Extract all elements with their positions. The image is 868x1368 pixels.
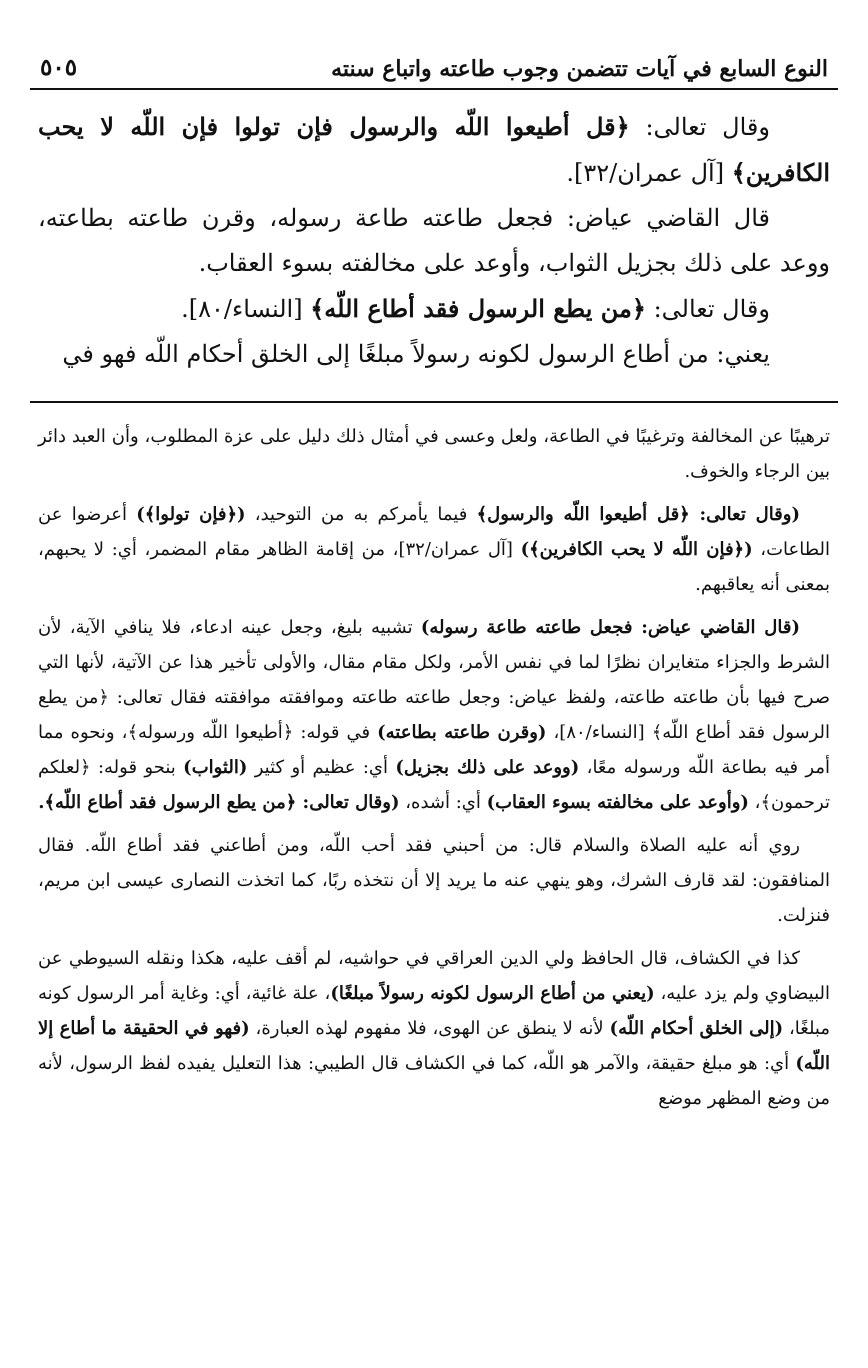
footnote-divider [30,401,838,403]
commentary-text: في قوله: ﴿أطيعوا اللّه ورسوله﴾، ونحوه مما أمر فيه بطاعة اللّه ورسوله معًا، [38,722,830,778]
commentary-paragraph-4: روي أنه عليه الصلاة والسلام قال: من أحبني فقد أحب اللّه، ومن أطاعني فقد أطاع اللّه. فقال المنافقون: لقد قارف الشرك، وهو ينهي عنه ما يريد إلا أن نتخذه ربًا، كما اتخذت النصارى عيسى ابن مريم، فنزلت. [38,835,830,926]
quoted-phrase: (وأوعد على مخالفته بسوء العقاب) [486,792,749,813]
main-paragraph-4: يعني: من أطاع الرسول لكونه رسولاً مبلغًا إلى الخلق أحكام اللّه فهو في [62,340,770,368]
quoted-phrase: (وقرن طاعته بطاعته) [377,722,547,743]
commentary-paragraph-3 [38,610,830,820]
verse-reference: [النساء/٨٠]. [181,295,311,323]
commentary-text: بنحو قوله: ﴿لعلكم ترحمون﴾، [38,757,830,813]
quoted-phrase: (إلى الخلق أحكام اللّه) [609,1018,784,1039]
quoted-phrase: (ووعد على ذلك بجزيل) [395,757,580,778]
main-text [30,104,838,377]
quoted-phrase: (قال القاضي عياض: فجعل طاعته طاعة رسوله) [420,617,800,638]
quran-verse: ﴿من يطع الرسول فقد أطاع اللّه﴾ [310,294,646,323]
quoted-phrase: (وقال تعالى: ﴿من يطع الرسول فقد أطاع اللّه﴾. [38,792,400,813]
main-paragraph-1 [38,104,830,196]
commentary-text: أي: أشده، [399,792,487,813]
main-paragraph-3 [38,286,830,332]
commentary-text: كذا في الكشاف، قال الحافظ ولي الدين العراقي في حواشيه، لم أقف عليه، هكذا ونقله السيوطي عن البيضاوي ولم يزد عليه، [38,948,830,1004]
commentary-text: [آل عمران/٣٢]، من إقامة الظاهر مقام المضمر، أي: لا يحبهم، بمعنى أنه يعاقبهم. [38,539,830,595]
quoted-phrase: (﴿فإن اللّه لا يحب الكافرين﴾) [520,539,753,560]
main-paragraph-2: قال القاضي عياض: فجعل طاعته طاعة رسوله، وقرن طاعته بطاعته، ووعد على ذلك بجزيل الثواب، وأوعد على مخالفته بسوء العقاب. [38,204,830,277]
commentary-paragraph-2 [38,497,830,602]
quoted-phrase: (الثواب) [183,757,248,778]
verse-reference: [آل عمران/٣٢]. [566,159,732,187]
verse-intro: وقال تعالى: [629,113,770,141]
commentary-text: تشبيه بليغ، وجعل عينه ادعاء، فلا ينافي الآية، لأن الشرط والجزاء متغايران نظرًا لما في نفس الأمر، ولكل مقام مقال، والأولى تأخير هذا عن الآتية، لأنها التي صرح فيها بأن طاعته طاعته، ولفظ عياض: وجعل طاعته طاعته وموافقته موافقته فقال تعالى: ﴿من يطع الرسول فقد أطاع اللّه﴾ [النساء/٨٠]، [38,617,830,743]
commentary [30,419,838,1116]
quoted-phrase: (﴿فإن تولوا﴾) [136,504,246,525]
commentary-text: فيما يأمركم به من التوحيد، [245,504,477,525]
quoted-phrase: (فهو في الحقيقة ما أطاع إلا اللّه) [38,1018,830,1074]
commentary-text: لأنه لا ينطق عن الهوى، فلا مفهوم لهذه العبارة، [249,1018,610,1039]
commentary-text: أعرضوا عن الطاعات، [38,504,830,560]
quran-verse: ﴿قل أطيعوا اللّه والرسول فإن تولوا فإن اللّه لا يحب الكافرين﴾ [38,112,830,187]
quoted-phrase: (يعني من أطاع الرسول لكونه رسولاً مبلغًا) [330,983,655,1004]
verse-intro: وقال تعالى: [645,295,770,323]
commentary-paragraph-1: ترهيبًا عن المخالفة وترغيبًا في الطاعة، ولعل وعسى في أمثال ذلك دليل على عزة المطلوب، وأن العبد دائر بين الرجاء والخوف. [38,426,830,482]
running-title: النوع السابع في آيات تتضمن وجوب طاعته واتباع سنته [331,56,828,82]
commentary-text: أي: هو مبلغ حقيقة، والآمر هو اللّه، كما في الكشاف قال الطيبي: هذا التعليل يفيده لفظ الرسول، لأنه من وضع المظهر موضع [38,1053,830,1109]
running-header [30,50,838,90]
commentary-text: أي: عظيم أو كثير [247,757,396,778]
commentary-paragraph-5 [38,941,830,1116]
commentary-text: ، علة غائية، أي: وغاية أمر الرسول كونه مبلغًا، [38,983,831,1039]
quoted-phrase: (وقال تعالى: ﴿قل أطيعوا اللّه والرسول﴾ [476,504,800,525]
page-number: ٥٠٥ [40,54,78,81]
